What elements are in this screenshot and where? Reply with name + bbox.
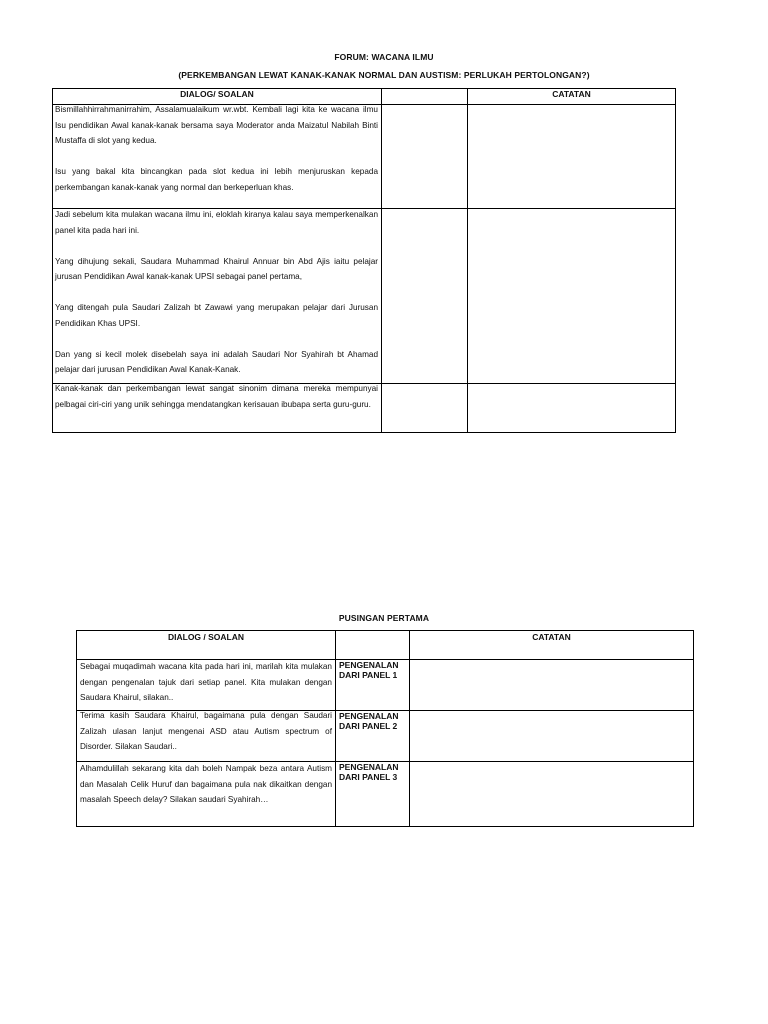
table-header-row: [77, 631, 694, 660]
header-dialog-soalan: DIALOG / SOALAN: [77, 631, 336, 660]
dialog-cell: [53, 209, 382, 384]
panel-label: PENGENALAN DARI PANEL 3: [339, 762, 399, 782]
dialog-cell: [53, 105, 382, 209]
label-cell: [336, 660, 410, 711]
document-subtitle: (PERKEMBANGAN LEWAT KANAK-KANAK NORMAL DAN AUSTISM: PERLUKAH PERTOLONGAN?): [178, 70, 590, 80]
dialog-paragraph: Isu yang bakal kita bincangkan pada slot kedua ini lebih menjuruskan kepada perkembangan kanak-kanak yang normal dan berkeperluan khas.: [55, 167, 378, 192]
panel-label: PENGENALAN DARI PANEL 1: [339, 660, 399, 680]
dialog-paragraph: Kanak-kanak dan perkembangan lewat sangat sinonim dimana mereka mempunyai pelbagai ciri-ciri yang unik sehingga mendatangkan kerisauan ibubapa serta guru-guru.: [55, 384, 378, 409]
table-row: [53, 209, 676, 384]
dialog-table-1: [52, 88, 676, 433]
panel-label: PENGENALAN DARI PANEL 2: [339, 711, 399, 731]
document-title: FORUM: WACANA ILMU: [334, 52, 434, 62]
dialog-cell: [77, 660, 336, 711]
label-cell: [382, 384, 468, 433]
dialog-paragraph: Terima kasih Saudara Khairul, bagaimana pula dengan Saudari Zalizah ulasan lanjut mengenai ASD atau Autism spectrum of Disorder. Silakan Saudari..: [80, 711, 332, 751]
header-dialog-soalan: DIALOG/ SOALAN: [53, 89, 382, 105]
label-cell: [336, 711, 410, 762]
label-cell: [336, 762, 410, 827]
dialog-paragraph: Dan yang si kecil molek disebelah saya ini adalah Saudari Nor Syahirah bt Ahamad pelajar dari jurusan Pendidikan Awal Kanak-Kanak.: [55, 349, 378, 374]
dialog-paragraph: Sebagai muqadimah wacana kita pada hari ini, marilah kita mulakan dengan pengenalan tajuk dari setiap panel. Kita mulakan dengan Saudara Khairul, silakan..: [80, 662, 332, 702]
table-row: [53, 384, 676, 433]
dialog-paragraph: Jadi sebelum kita mulakan wacana ilmu ini, eloklah kiranya kalau saya memperkenalkan panel kita pada hari ini.: [55, 210, 378, 235]
label-cell: [382, 105, 468, 209]
header-catatan: CATATAN: [468, 89, 676, 105]
dialog-table-2: [76, 630, 694, 827]
header-blank: [382, 89, 468, 105]
dialog-cell: [77, 762, 336, 827]
table-row: [77, 762, 694, 827]
dialog-paragraph: Bismillahhirrahmanirrahim, Assalamualaikum wr.wbt. Kembali lagi kita ke wacana ilmu Isu pendidikan Awal kanak-kanak bersama saya Moderator anda Maizatul Nabilah Binti Mustaffa di slot yang kedua.: [55, 105, 378, 145]
dialog-paragraph: Yang ditengah pula Saudari Zalizah bt Zawawi yang merupakan pelajar dari Jurusan Pendidikan Khas UPSI.: [55, 303, 378, 328]
catatan-cell: [468, 209, 676, 384]
label-cell: [382, 209, 468, 384]
catatan-cell: [468, 105, 676, 209]
table-row: [77, 660, 694, 711]
header-catatan: CATATAN: [410, 631, 694, 660]
dialog-cell: [77, 711, 336, 762]
catatan-cell: [468, 384, 676, 433]
dialog-paragraph: Alhamdulillah sekarang kita dah boleh Nampak beza antara Autism dan Masalah Celik Huruf dan bagaimana pula nak dikaitkan dengan masalah Speech delay? Silakan saudari Syahirah…: [80, 764, 332, 804]
table-row: [53, 105, 676, 209]
table-row: [77, 711, 694, 762]
catatan-cell: [410, 660, 694, 711]
catatan-cell: [410, 762, 694, 827]
section-title: PUSINGAN PERTAMA: [338, 613, 430, 623]
dialog-paragraph: Yang dihujung sekali, Saudara Muhammad Khairul Annuar bin Abd Ajis iaitu pelajar jurusan Pendidikan Awal kanak-kanak UPSI sebagai panel pertama,: [55, 256, 378, 281]
dialog-cell: [53, 384, 382, 433]
header-blank: [336, 631, 410, 660]
catatan-cell: [410, 711, 694, 762]
